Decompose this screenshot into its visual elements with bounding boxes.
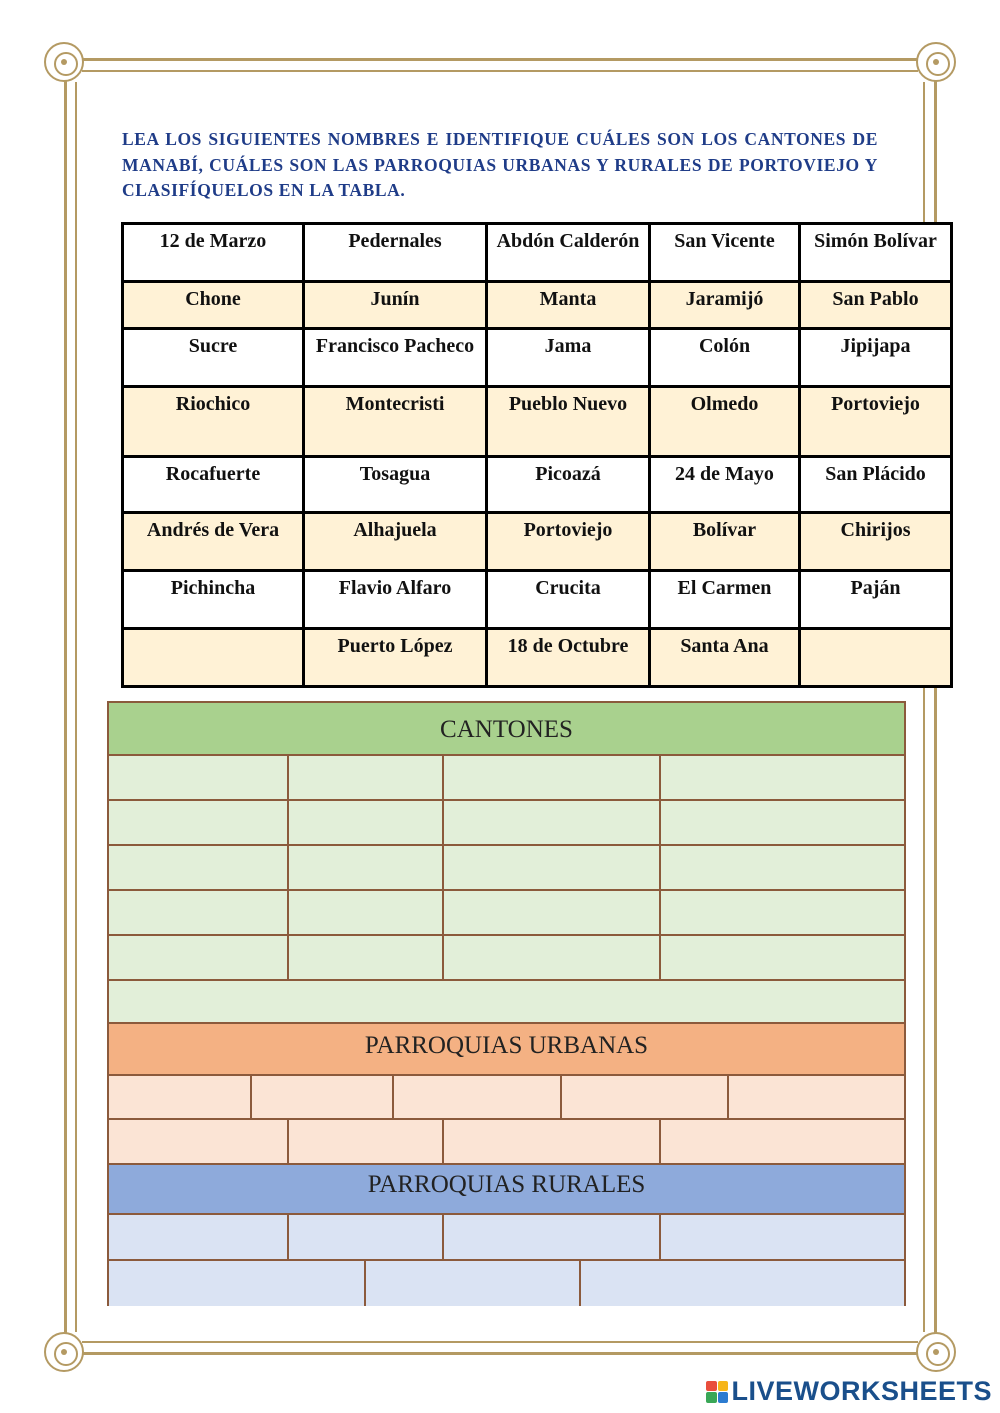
name-cell: Abdón Calderón [487, 224, 650, 282]
name-cell: Junín [304, 282, 487, 329]
names-row [123, 571, 952, 629]
answer-drop-cell[interactable] [444, 1215, 661, 1259]
name-cell: Flavio Alfaro [304, 571, 487, 629]
answer-drop-cell[interactable] [109, 756, 289, 799]
name-cell: Bolívar [650, 513, 800, 571]
name-cell: Montecristi [304, 387, 487, 457]
name-cell: Jaramijó [650, 282, 800, 329]
answer-drop-cell[interactable] [444, 756, 661, 799]
answer-drop-cell[interactable] [289, 801, 444, 844]
answer-drop-cell[interactable] [661, 891, 904, 934]
answer-drop-cell[interactable] [289, 1215, 444, 1259]
name-cell: Simón Bolívar [800, 224, 952, 282]
name-cell: Jama [487, 329, 650, 387]
answer-drop-cell[interactable] [109, 846, 289, 889]
answer-drop-cell[interactable] [444, 891, 661, 934]
frame-top-inner [82, 70, 918, 72]
cantones-row [109, 981, 904, 1024]
answer-drop-cell[interactable] [109, 936, 289, 979]
frame-left-outer [64, 60, 67, 1354]
name-cell: Alhajuela [304, 513, 487, 571]
name-cell: San Vicente [650, 224, 800, 282]
answer-drop-cell[interactable] [661, 1120, 904, 1163]
answer-drop-cell[interactable] [109, 1215, 289, 1259]
answer-drop-cell[interactable] [444, 936, 661, 979]
answer-drop-cell[interactable] [109, 1076, 252, 1118]
answer-drop-cell[interactable] [661, 756, 904, 799]
frame-corner-ornament [916, 42, 956, 82]
name-cell: Picoazá [487, 457, 650, 513]
answer-drop-cell[interactable] [109, 891, 289, 934]
cantones-row [109, 846, 904, 891]
rurales-row [109, 1261, 904, 1306]
name-cell [123, 629, 304, 687]
name-cell: Sucre [123, 329, 304, 387]
name-cell: San Pablo [800, 282, 952, 329]
answer-drop-cell[interactable] [394, 1076, 562, 1118]
frame-bottom-inner [82, 1341, 918, 1343]
name-cell: Chirijos [800, 513, 952, 571]
name-cell: Paján [800, 571, 952, 629]
name-cell: Crucita [487, 571, 650, 629]
name-cell: Puerto López [304, 629, 487, 687]
frame-bottom-outer [60, 1352, 940, 1355]
name-cell: 12 de Marzo [123, 224, 304, 282]
urbanas-header: PARROQUIAS URBANAS [109, 1024, 904, 1076]
classification-table [107, 701, 906, 1306]
answer-drop-cell[interactable] [562, 1076, 729, 1118]
urbanas-row [109, 1076, 904, 1120]
name-cell: Chone [123, 282, 304, 329]
name-cell: Manta [487, 282, 650, 329]
name-cell: 18 de Octubre [487, 629, 650, 687]
names-row [123, 387, 952, 457]
name-cell: Francisco Pacheco [304, 329, 487, 387]
name-cell: Jipijapa [800, 329, 952, 387]
rurales-row [109, 1215, 904, 1261]
answer-drop-cell[interactable] [109, 1261, 366, 1306]
name-cell: Portoviejo [487, 513, 650, 571]
answer-drop-cell[interactable] [109, 1120, 289, 1163]
answer-drop-cell[interactable] [289, 1120, 444, 1163]
cantones-header: CANTONES [109, 703, 904, 756]
answer-drop-cell[interactable] [109, 981, 904, 1022]
answer-drop-cell[interactable] [444, 801, 661, 844]
instructions-text: LEA LOS SIGUIENTES NOMBRES E IDENTIFIQUE CUÁLES SON LOS CANTONES DE MANABÍ, CUÁLES SON LAS PARROQUIAS URBANAS Y RURALES DE PORTOVIEJO Y CLASIFÍQUELOS EN LA TABLA. [122, 129, 878, 200]
answer-drop-cell[interactable] [289, 756, 444, 799]
frame-corner-ornament [916, 1332, 956, 1372]
names-row [123, 629, 952, 687]
name-cell: Pichincha [123, 571, 304, 629]
answer-drop-cell[interactable] [661, 1215, 904, 1259]
frame-corner-ornament [44, 1332, 84, 1372]
cantones-row [109, 936, 904, 981]
answer-drop-cell[interactable] [289, 891, 444, 934]
name-cell: Tosagua [304, 457, 487, 513]
name-cell [800, 629, 952, 687]
urbanas-row [109, 1120, 904, 1165]
answer-drop-cell[interactable] [729, 1076, 904, 1118]
name-cell: El Carmen [650, 571, 800, 629]
name-cell: Santa Ana [650, 629, 800, 687]
answer-drop-cell[interactable] [252, 1076, 394, 1118]
answer-drop-cell[interactable] [661, 801, 904, 844]
names-row [123, 282, 952, 329]
answer-drop-cell[interactable] [661, 846, 904, 889]
names-row [123, 457, 952, 513]
answer-drop-cell[interactable] [109, 801, 289, 844]
name-cell: Colón [650, 329, 800, 387]
frame-top-outer [60, 58, 940, 61]
name-cell: Pedernales [304, 224, 487, 282]
answer-drop-cell[interactable] [366, 1261, 581, 1306]
name-cell: San Plácido [800, 457, 952, 513]
liveworksheets-logo-icon [706, 1381, 728, 1403]
rurales-header: PARROQUIAS RURALES [109, 1165, 904, 1215]
name-cell: Portoviejo [800, 387, 952, 457]
name-cell: Pueblo Nuevo [487, 387, 650, 457]
name-cell: Rocafuerte [123, 457, 304, 513]
names-row [123, 329, 952, 387]
liveworksheets-brand [706, 1376, 992, 1407]
cantones-row [109, 891, 904, 936]
answer-drop-cell[interactable] [444, 846, 661, 889]
names-row [123, 224, 952, 282]
frame-left-inner [75, 82, 77, 1332]
names-table [121, 222, 953, 688]
name-cell: Olmedo [650, 387, 800, 457]
names-row [123, 513, 952, 571]
answer-drop-cell[interactable] [581, 1261, 904, 1306]
cantones-row [109, 801, 904, 846]
answer-drop-cell[interactable] [289, 936, 444, 979]
answer-drop-cell[interactable] [444, 1120, 661, 1163]
answer-drop-cell[interactable] [661, 936, 904, 979]
answer-drop-cell[interactable] [289, 846, 444, 889]
liveworksheets-wordmark: LIVEWORKSHEETS [731, 1376, 992, 1406]
cantones-row [109, 756, 904, 801]
name-cell: Riochico [123, 387, 304, 457]
frame-corner-ornament [44, 42, 84, 82]
name-cell: 24 de Mayo [650, 457, 800, 513]
name-cell: Andrés de Vera [123, 513, 304, 571]
